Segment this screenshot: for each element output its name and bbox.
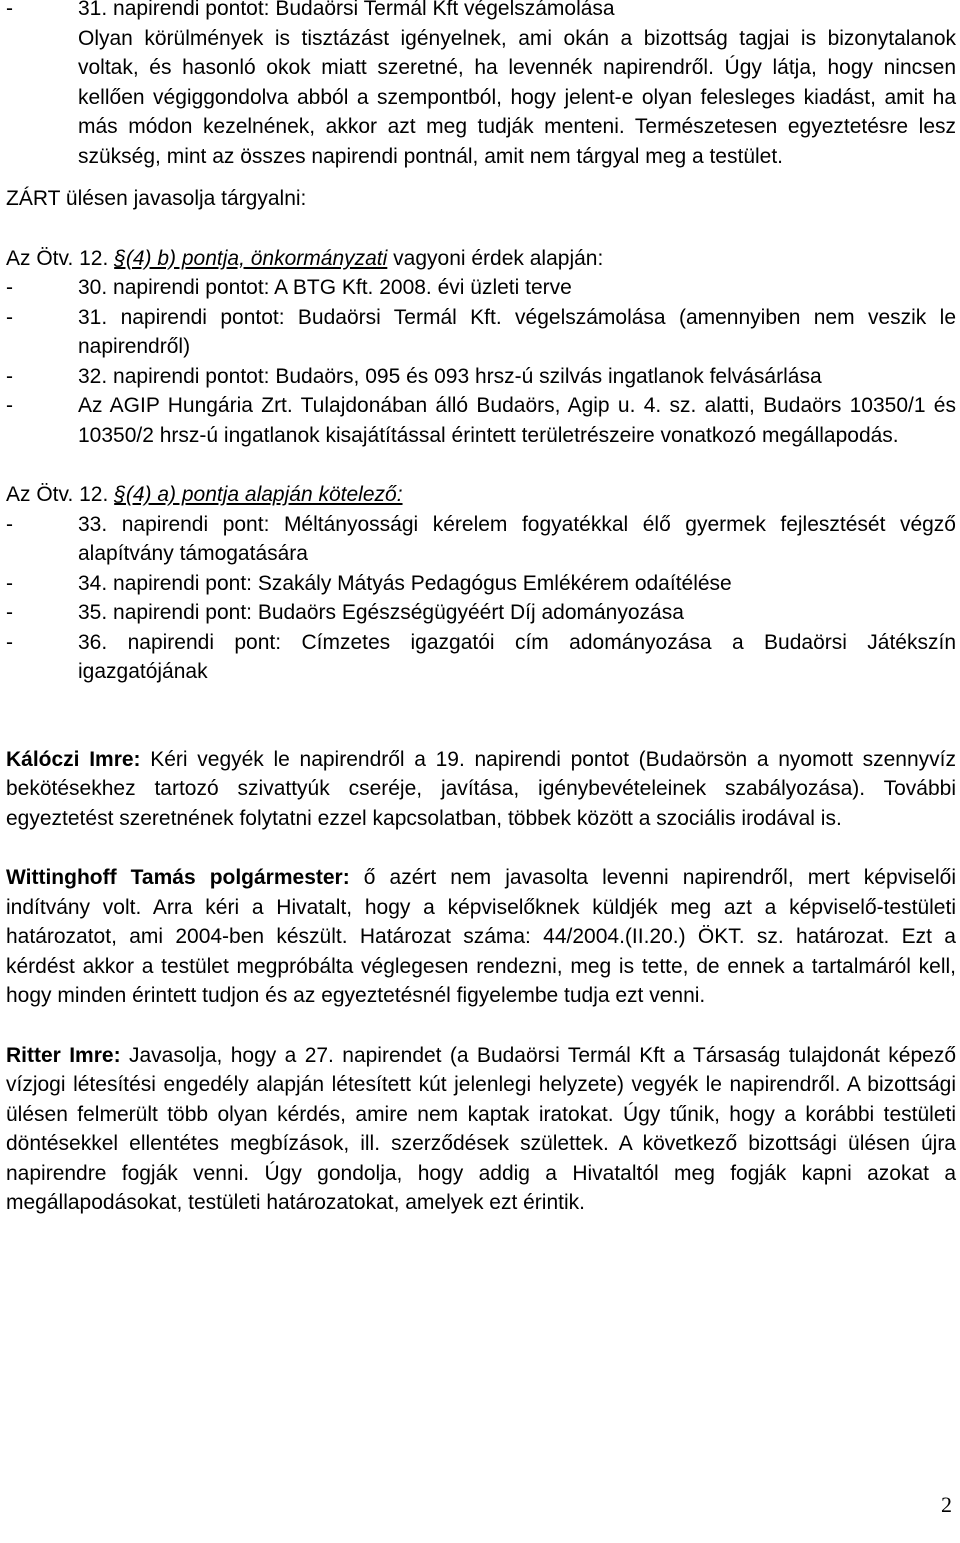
list-item	[6, 391, 956, 450]
item-title: napirendi pontot: Budaörsi Termál Kft végelszámolása	[113, 0, 615, 20]
statement-paragraph	[6, 1041, 956, 1218]
reference-paragraph: §(4) a) pontja alapján kötelező:	[114, 483, 403, 506]
list-dash: -	[6, 512, 13, 536]
closed-session-heading: ZÁRT ülésen javasolja tárgyalni:	[6, 187, 307, 210]
list-item	[6, 628, 956, 687]
legal-reference-a	[6, 480, 956, 510]
item-number: 31.	[78, 0, 108, 20]
item-number: 34.	[78, 571, 108, 595]
item-number: 35.	[78, 601, 108, 624]
item-text: Az AGIP Hungária Zrt. Tulajdonában álló Budaörs, Agip u. 4. sz. alatti, Budaörs 10350/1 és 10350/2 hrsz-ú ingatlanok kisajátítással érintett területrészeire vonatkozó megállapodás.	[78, 394, 956, 447]
list-dash: -	[6, 571, 13, 595]
item-text: napirendi pont: Szakály Mátyás Pedagógus Emlékérem odaítélése	[113, 571, 732, 595]
statement-text: Javasolja, hogy a 27. napirendet (a Budaörsi Termál Kft a Társaság tulajdonát képező vízjogi létesítési engedély alapján létesített kút jelenlegi helyzete) vegyék le napirendről. A bizottsági ülésen felmerült több olyan kérdés, amire nem kaptak iratokat. Úgy tűnik, hogy a korábbi testületi döntésekkel ellentétes megbízások, ill. szerződések születtek. A következő bizottsági ülésen újra napirendre fogják venni. Úgy gondolja, hogy addig a Hivataltól meg fogják kapni azokat a megállapodásokat, testületi határozatokat, amelyek ezt érintik.	[6, 1043, 957, 1214]
list-item	[6, 273, 956, 303]
reference-prefix: Az Ötv. 12.	[6, 246, 109, 270]
statement-paragraph	[6, 745, 956, 834]
item-text: napirendi pontot: A BTG Kft. 2008. évi üzleti terve	[113, 276, 572, 299]
document-page	[6, 0, 956, 1218]
item-text: napirendi pont: Budaörs Egészségügyéért Díj adományozása	[113, 601, 684, 624]
reference-prefix: Az Ötv. 12.	[6, 483, 109, 506]
list-item-body	[6, 24, 956, 172]
statement-text: Kéri vegyék le napirendről a 19. napirendi pontot (Budaörsön a nyomott szennyvíz bekötésekhez tartozó szivattyúk cseréje, javítása, igénybevételeinek szabályozása). További egyeztetést szeretnének folytatni ezzel kapcsolatban, többek között a szociális irodával is.	[6, 747, 956, 830]
list-dash: -	[6, 276, 13, 299]
legal-reference-b	[6, 244, 956, 274]
speaker-name: Ritter Imre:	[6, 1043, 121, 1067]
speaker-name: Wittinghoff Tamás polgármester:	[6, 866, 350, 889]
item-text: napirendi pont: Címzetes igazgatói cím adományozása a Budaörsi Játékszín igazgatójának	[78, 630, 956, 683]
statement-text: ő azért nem javasolta levenni napirendről, mert képviselői indítvány volt. Arra kéri a Hivatalt, hogy a képviselőknek küldjék meg azt a képviselő-testületi határozatot, ami 2004-ben készült. Határozat száma: 44/2004.(II.20.) ÖKT. sz. határozat. Ezt a kérdést akkor a testület megpróbálta véglegesen rendezni, meg is tette, de ennek a tartalmáról kell, hogy minden érintett tudjon és az egyeztetésnél figyelembe tudja ezt venni.	[6, 866, 956, 1007]
list-dash: -	[6, 364, 13, 388]
item-body-text: Olyan körülmények is tisztázást igényelnek, ami okán a bizottság tagjai is bizonytalanok voltak, és hasonló okok miatt szeretné, ha levennék napirendről. Úgy látja, hogy nincsen kellően végiggondolva abból a szempontból, hogy jelent-e olyan felesleges kiadást, amit ha más módon kezelnének, akkor azt meg tudják menteni. Természetesen egyeztetésre lesz szükség, mint az összes napirendi pontnál, amit nem tárgyal meg a testület.	[78, 26, 956, 168]
reference-suffix: vagyoni érdek alapján:	[393, 246, 604, 270]
list-dash: -	[6, 601, 13, 624]
item-number: 31.	[78, 305, 108, 329]
list-dash: -	[6, 630, 13, 654]
list-dash: -	[6, 0, 13, 20]
speaker-name: Kálóczi Imre:	[6, 747, 141, 771]
list-item	[6, 510, 956, 569]
list-dash: -	[6, 305, 13, 329]
statement-paragraph	[6, 863, 956, 1011]
item-text: napirendi pont: Méltányossági kérelem fogyatékkal élő gyermek fejlesztését végző alapítvány támogatására	[78, 512, 956, 565]
item-number: 33.	[78, 512, 108, 536]
reference-paragraph: §(4) b) pontja, önkormányzati	[114, 246, 388, 270]
list-item	[6, 569, 956, 599]
page-number: 2	[941, 1492, 952, 1517]
list-item	[6, 303, 956, 362]
item-number: 32.	[78, 364, 108, 388]
list-item	[6, 598, 956, 628]
list-item	[6, 362, 956, 392]
item-text: napirendi pontot: Budaörsi Termál Kft. végelszámolása (amennyiben nem veszik le napirendről)	[78, 305, 956, 358]
list-item	[6, 0, 956, 24]
item-text: napirendi pontot: Budaörs, 095 és 093 hrsz-ú szilvás ingatlanok felvásárlása	[113, 364, 822, 388]
item-number: 30.	[78, 276, 108, 299]
item-number: 36.	[78, 630, 108, 654]
list-dash: -	[6, 394, 13, 417]
